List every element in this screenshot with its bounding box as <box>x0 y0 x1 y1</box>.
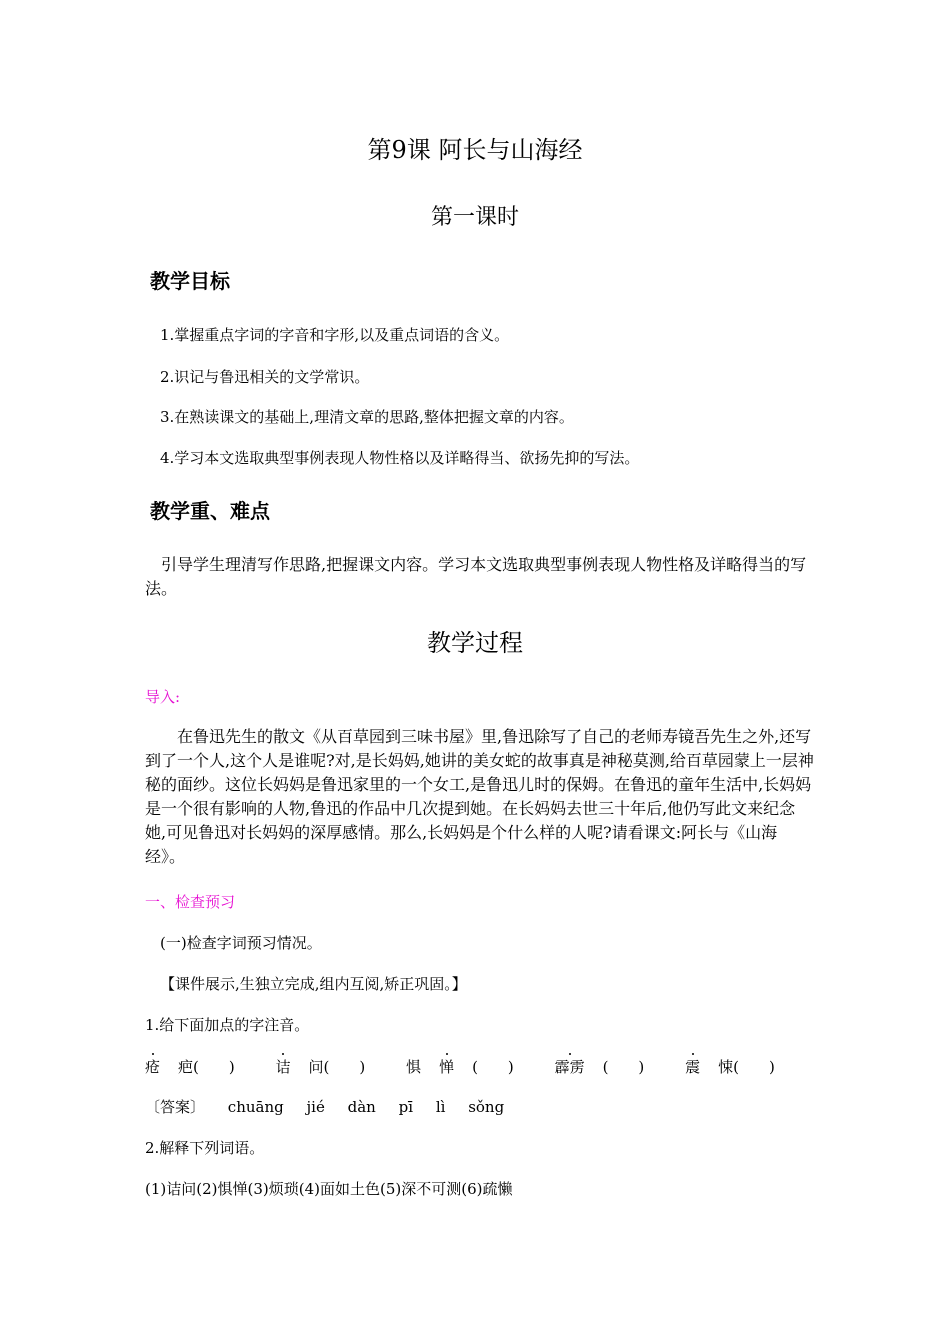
answer-1: chuāng <box>227 1098 284 1116</box>
pinyin-question-row <box>145 1056 811 1078</box>
answer-3: dàn <box>347 1098 376 1116</box>
word-1: 疮 疤( ) <box>145 1058 235 1076</box>
question-1: 1.给下面加点的字注音。 <box>145 1016 310 1034</box>
courseware-note: 【课件展示,生独立完成,组内互阅,矫正巩固。】 <box>160 975 467 993</box>
section-check-preview: 一、检查预习 <box>145 893 236 911</box>
period-title: 第一课时 <box>430 205 519 230</box>
key-points-heading: 教学重、难点 <box>150 499 270 523</box>
answer-6: sǒng <box>468 1098 505 1116</box>
answer-4: pī <box>398 1098 414 1116</box>
process-heading: 教学过程 <box>427 629 523 657</box>
question-2: 2.解释下列词语。 <box>145 1139 265 1157</box>
answer-row <box>145 1096 522 1118</box>
answer-5: lì <box>435 1098 446 1116</box>
goals-heading: 教学目标 <box>150 269 230 293</box>
goal-item-3: 3.在熟读课文的基础上,理清文章的思路,整体把握文章的内容。 <box>160 408 574 426</box>
answer-2: jié <box>306 1098 325 1116</box>
intro-label: 导入: <box>145 688 181 706</box>
word-2: 诘 问( ) <box>275 1058 366 1076</box>
goal-item-1: 1.掌握重点字词的字音和字形,以及重点词语的含义。 <box>160 326 510 344</box>
word-5: 震 悚( ) <box>685 1058 775 1076</box>
goal-item-4: 4.学习本文选取典型事例表现人物性格以及详略得当、欲扬先抑的写法。 <box>160 449 640 467</box>
answer-label: 〔答案〕 <box>145 1098 206 1116</box>
question-2-terms: (1)诘问(2)惧惮(3)烦琐(4)面如土色(5)深不可测(6)疏懒 <box>145 1180 513 1198</box>
sub-check-words: (一)检查字词预习情况。 <box>160 934 322 952</box>
intro-text: 在鲁迅先生的散文《从百草园到三味书屋》里,鲁迅除写了自己的老师寿镜吾先生之外,还写到了一个人,这个人是谁呢?对,是长妈妈,她讲的美女蛇的故事真是神秘莫测,给百草园蒙上一层神秘的面纱。这位长妈妈是鲁迅家里的一个女工,是鲁迅儿时的保姆。在鲁迅的童年生活中,长妈妈是一个很有影响的人物,鲁迅的作品中几次提到她。在长妈妈去世三十年后,他仍写此文来纪念她,可见鲁迅对长妈妈的深厚感情。那么,长妈妈是个什么样的人呢?请看课文:阿长与《山海经》。 <box>145 727 814 866</box>
goal-item-2: 2.识记与鲁迅相关的文学常识。 <box>160 368 370 386</box>
key-points-text: 引导学生理清写作思路,把握课文内容。学习本文选取典型事例表现人物性格及详略得当的写法。 <box>145 555 807 598</box>
word-4: 霹雳 ( ) <box>554 1058 645 1076</box>
word-3: 惧 惮 ( ) <box>406 1058 514 1076</box>
lesson-title: 第9课 阿长与山海经 <box>367 136 583 164</box>
